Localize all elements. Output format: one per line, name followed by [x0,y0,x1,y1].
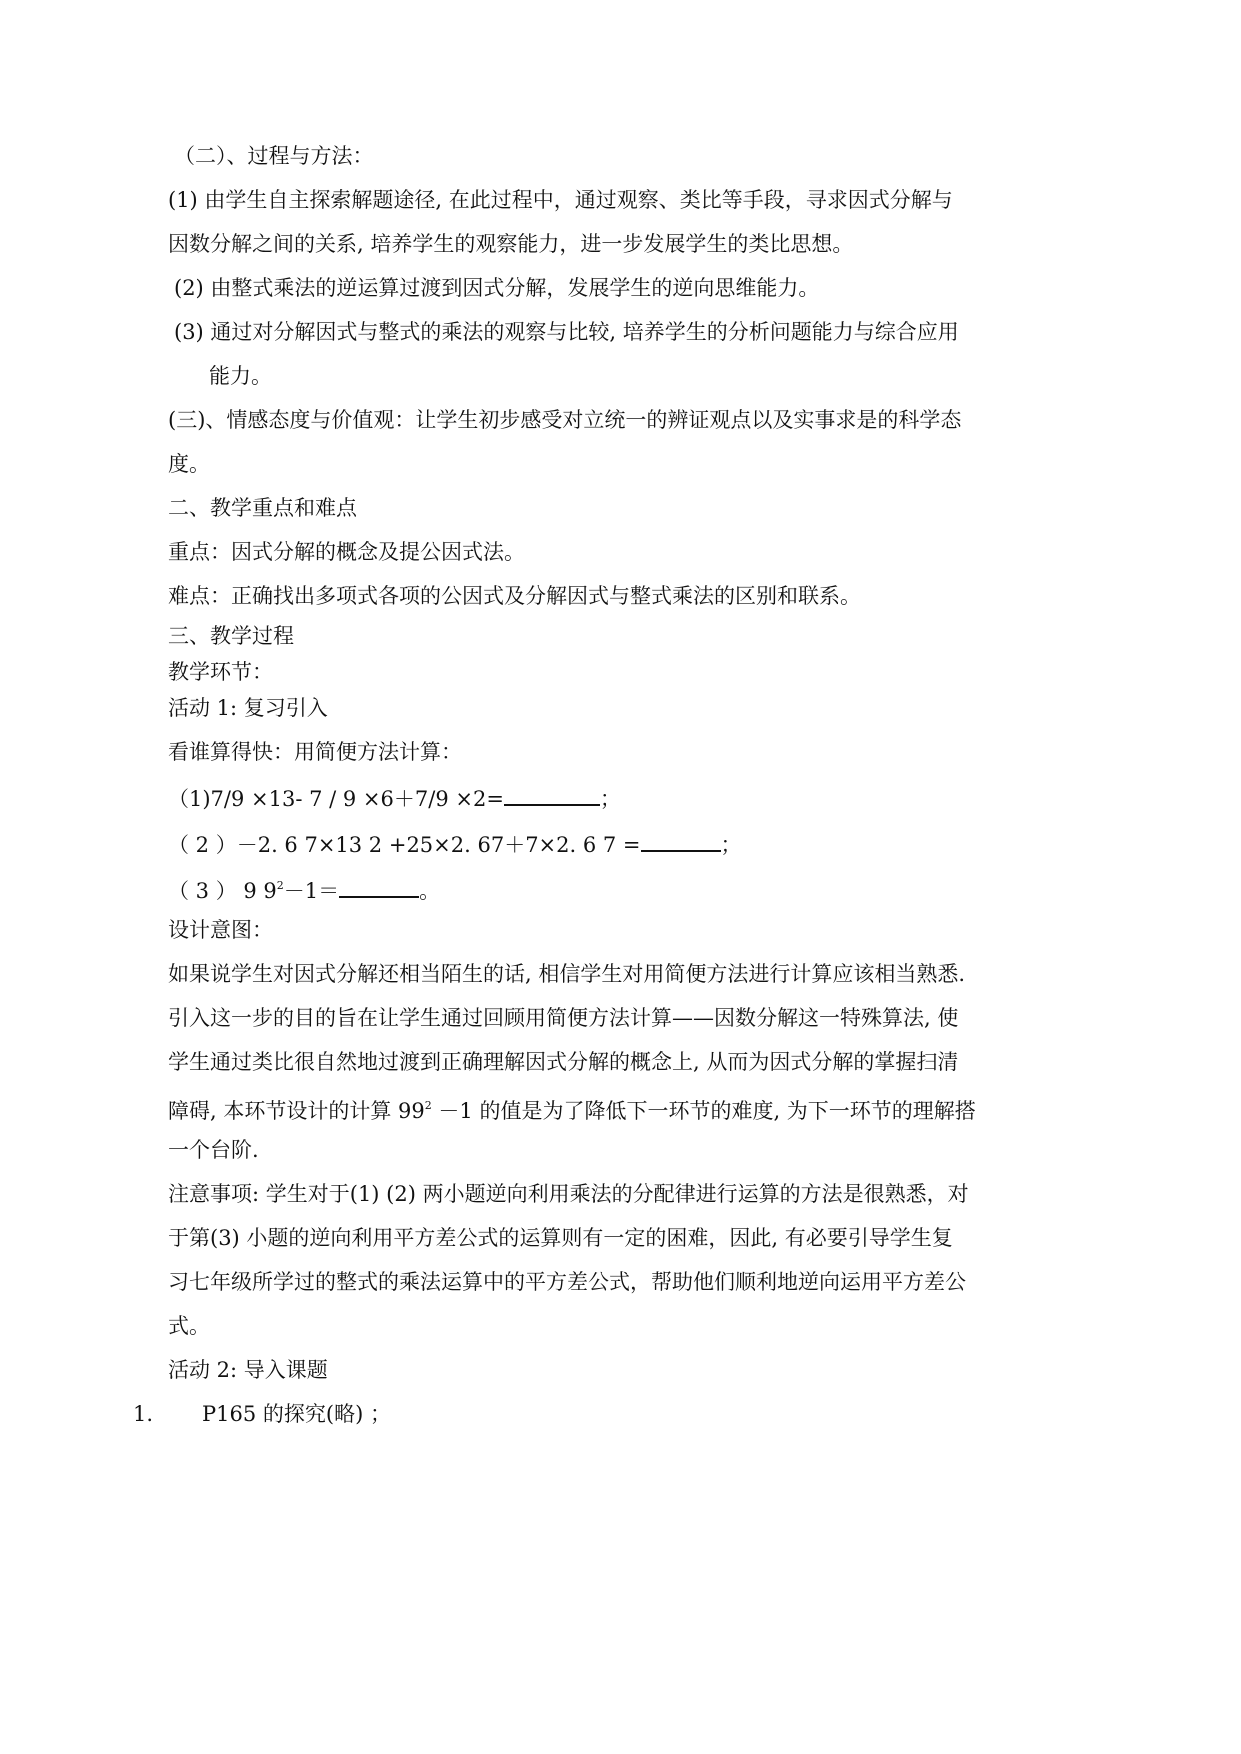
paragraph-line: (1) 由学生自主探索解题途径, 在此过程中，通过观察、类比等手段，寻求因式分解与 [168,188,953,212]
paragraph-line: 一个台阶. [168,1138,259,1162]
paragraph-line: 如果说学生对因式分解还相当陌生的话, 相信学生对用简便方法进行计算应该相当熟悉. [168,962,966,986]
paragraph-line: (3) 通过对分解因式与整式的乘法的观察与比较, 培养学生的分析问题能力与综合应用 [174,320,959,344]
exercise-1-text: （1)7/9 ×13- 7 / 9 ×6＋7/9 ×2= [168,787,504,811]
paragraph-line: 重点：因式分解的概念及提公因式法。 [168,540,525,564]
answer-blank [504,782,600,806]
section-heading-teaching-process: 三、教学过程 [168,624,294,648]
section-heading-process-method: （二）、过程与方法： [174,144,374,168]
paragraph-line: (2) 由整式乘法的逆运算过渡到因式分解，发展学生的逆向思维能力。 [174,276,820,300]
notes-line: 注意事项: 学生对于(1) (2) 两小题逆向利用乘法的分配律进行运算的方法是很熟悉，对 [168,1182,969,1206]
paragraph-line: 难点：正确找出多项式各项的公因式及分解因式与整式乘法的区别和联系。 [168,584,861,608]
paragraph-line: 度。 [168,452,210,476]
paragraph-line: 看谁算得快：用简便方法计算： [168,740,462,764]
exercise-2: （ 2 ）－2. 6 7×13 2 +25×2. 67＋7×2. 6 7 = ； [168,828,742,859]
paragraph-line: 教学环节： [168,660,273,684]
answer-blank [339,874,419,898]
exercise-2-text: （ 2 ）－2. 6 7×13 2 +25×2. 67＋7×2. 6 7 = [168,833,641,857]
exercise-3: （ 3 ） 9 $9^2-1=$ 。 [168,872,440,905]
answer-blank [641,828,721,852]
list-number: 1. [133,1402,154,1426]
paragraph-line: 因数分解之间的关系, 培养学生的观察能力，进一步发展学生的类比思想。 [168,232,854,256]
design-intent-heading: 设计意图： [168,918,273,942]
list-item-text: P165 的探究(略) ； [202,1402,391,1426]
paragraph-line: 习七年级所学过的整式的乘法运算中的平方差公式，帮助他们顺利地逆向运用平方差公 [168,1270,966,1294]
section-heading-key-points: 二、教学重点和难点 [168,496,357,520]
exercise-1: （1)7/9 ×13- 7 / 9 ×6＋7/9 ×2= ； [168,782,621,813]
section-heading-attitude: (三)、情感态度与价值观：让学生初步感受对立统一的辨证观点以及实事求是的科学态 [168,408,962,432]
activity-heading: 活动 1: 复习引入 [168,696,328,720]
activity-heading: 活动 2: 导入课题 [168,1358,328,1382]
paragraph-line: 能力。 [209,364,272,388]
paragraph-line: 引入这一步的目的旨在让学生通过回顾用简便方法计算——因数分解这一特殊算法, 使 [168,1006,959,1030]
paragraph-line: 于第(3) 小题的逆向利用平方差公式的运算则有一定的困难，因此, 有必要引导学生复 [168,1226,953,1250]
paragraph-line: 式。 [168,1314,210,1338]
paragraph-line: 障碍, 本环节设计的计算 $99^2 -1$ 的值是为了降低下一环节的难度, 为下一环节的理解搭 [168,1099,976,1123]
paragraph-line: 学生通过类比很自然地过渡到正确理解因式分解的概念上, 从而为因式分解的掌握扫清 [168,1050,959,1074]
